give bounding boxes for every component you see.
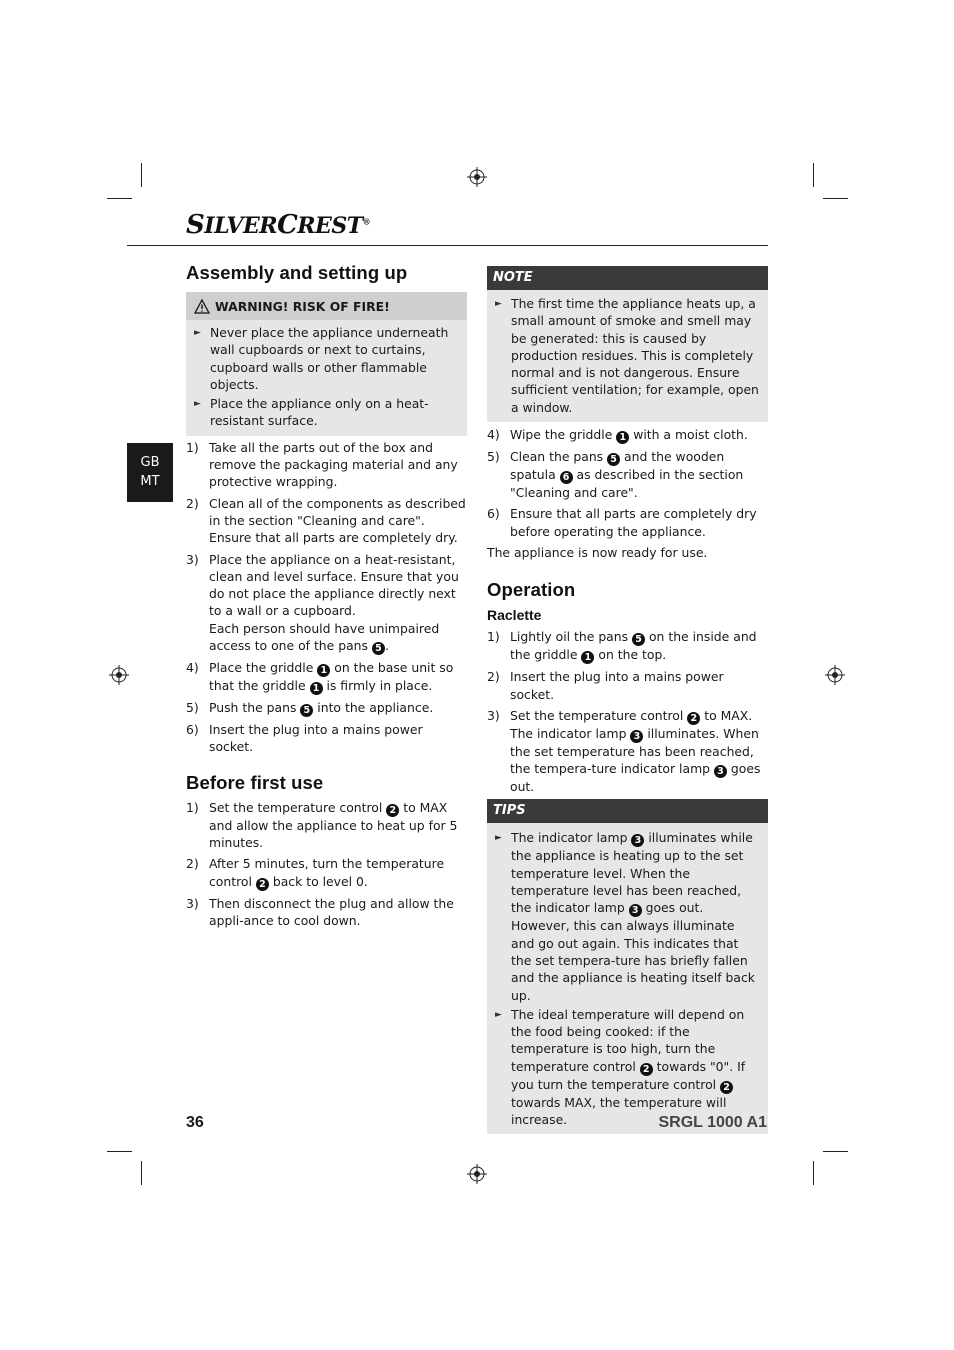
component-number-badge: 2 bbox=[386, 804, 399, 817]
component-number-badge: 5 bbox=[300, 704, 313, 717]
section-title-operation: Operation bbox=[487, 579, 576, 601]
note-header: NOTE bbox=[487, 266, 768, 290]
component-number-badge: 5 bbox=[607, 453, 620, 466]
list-item: ► Place the appliance only on a heat-resistant surface. bbox=[194, 396, 429, 429]
list-item: 5) Push the pans 5 into the appliance. bbox=[186, 700, 434, 717]
crop-mark bbox=[107, 198, 132, 199]
list-item: ► Never place the appliance underneath wall cupboards or next to curtains, cupboard walls or other flammable objects. bbox=[194, 325, 449, 392]
left-column bbox=[186, 262, 467, 933]
list-item: ► The first time the appliance heats up, a small amount of smoke and smell may be generated: this is caused by production residues. This is completely normal and is not dangerous. Ensure sufficient ventilation; for example, open a window. bbox=[495, 296, 759, 415]
bullet-arrow-icon: ► bbox=[194, 328, 201, 338]
operation-steps bbox=[487, 628, 768, 795]
crop-mark bbox=[823, 198, 848, 199]
list-item: 1) Lightly oil the pans 5 on the inside and the griddle 1 on the top. bbox=[487, 629, 757, 664]
crop-mark bbox=[813, 163, 814, 187]
registration-mark-icon bbox=[467, 167, 487, 187]
section-title-before-first-use: Before first use bbox=[186, 771, 324, 793]
list-item: ► The ideal temperature will depend on the food being cooked: if the temperature is too high, turn the temperature control 2 towards "0". If you turn the temperature control 2 towards MAX, the temperature will increase. bbox=[495, 1006, 746, 1128]
component-number-badge: 1 bbox=[616, 431, 629, 444]
component-number-badge: 5 bbox=[372, 642, 385, 655]
crop-mark bbox=[107, 1151, 132, 1152]
warning-box bbox=[186, 292, 467, 436]
tips-box bbox=[487, 823, 768, 1134]
component-number-badge: 3 bbox=[631, 834, 644, 847]
component-number-badge: 1 bbox=[581, 651, 594, 664]
crop-mark bbox=[141, 1161, 142, 1185]
list-item: ► The indicator lamp 3 illuminates while the appliance is heating up to the set temperature level. When the temperature level has been reached, the indicator lamp 3 goes out. However, this can always illuminate and go out again. This indicates that the set tempera-ture has briefly fallen and the appliance is heating itself back up. bbox=[495, 830, 755, 1003]
list-item: 4) Wipe the griddle 1 with a moist cloth. bbox=[487, 427, 748, 444]
language-code: MT bbox=[140, 474, 160, 489]
note-box bbox=[487, 290, 768, 422]
crop-mark bbox=[141, 163, 142, 187]
registration-mark-icon bbox=[467, 1164, 487, 1184]
continued-steps bbox=[487, 426, 768, 540]
page-number: 36 bbox=[186, 1114, 204, 1131]
list-item: 3) Set the temperature control 2 to MAX. The indicator lamp 3 illuminates. When the set temperature has been reached, the tempera-ture indicator lamp 3 goes out. bbox=[487, 707, 761, 795]
component-number-badge: 2 bbox=[256, 878, 269, 891]
list-item: 3) Place the appliance on a heat-resistant, clean and level surface. Ensure that you do not place the appliance directly next to a wall or a cupboard. Each person should have unimpaired access to one of the pans 5 . bbox=[186, 551, 459, 655]
header-rule bbox=[127, 245, 768, 246]
component-number-badge: 2 bbox=[687, 712, 700, 725]
registration-mark-icon bbox=[825, 665, 845, 685]
crop-mark bbox=[823, 1151, 848, 1152]
model-number: SRGL 1000 A1 bbox=[658, 1114, 767, 1131]
component-number-badge: 1 bbox=[317, 664, 330, 677]
list-item: 4) Place the griddle 1 on the base unit so that the griddle 1 is firmly in place. bbox=[186, 660, 454, 695]
bullet-arrow-icon: ► bbox=[495, 299, 502, 309]
registration-mark-icon bbox=[109, 665, 129, 685]
list-item: 1) Take all the parts out of the box and remove the packaging material and any protective wrapping. bbox=[186, 439, 458, 490]
list-item: 6) Ensure that all parts are completely dry before operating the appliance. bbox=[487, 506, 757, 539]
bullet-arrow-icon: ► bbox=[495, 833, 502, 844]
before-first-use-steps bbox=[186, 799, 467, 929]
ready-text: The appliance is now ready for use. bbox=[487, 544, 708, 560]
list-item: 1) Set the temperature control 2 to MAX and allow the appliance to heat up for 5 minutes. bbox=[186, 799, 458, 850]
warning-title: WARNING! RISK OF FIRE! bbox=[215, 298, 390, 314]
warning-triangle-icon bbox=[194, 299, 210, 314]
language-code: GB bbox=[140, 455, 160, 470]
bullet-arrow-icon: ► bbox=[495, 1009, 502, 1020]
subsection-title-raclette: Raclette bbox=[487, 607, 542, 624]
section-title-assembly: Assembly and setting up bbox=[186, 262, 408, 283]
warning-header bbox=[186, 292, 467, 320]
list-item: 5) Clean the pans 5 and the wooden spatula 6 as described in the section "Cleaning and care". bbox=[487, 449, 744, 501]
list-item: 6) Insert the plug into a mains power socket. bbox=[186, 722, 423, 755]
right-column bbox=[487, 266, 768, 1134]
component-number-badge: 3 bbox=[629, 904, 642, 917]
assembly-steps bbox=[186, 439, 467, 756]
component-number-badge: 5 bbox=[632, 633, 645, 646]
component-number-badge: 6 bbox=[560, 471, 573, 484]
language-tab bbox=[127, 443, 173, 502]
crop-mark bbox=[813, 1161, 814, 1185]
component-number-badge: 3 bbox=[714, 765, 727, 778]
list-item: 2) Insert the plug into a mains power socket. bbox=[487, 669, 724, 702]
component-number-badge: 1 bbox=[310, 682, 323, 695]
bullet-arrow-icon: ► bbox=[194, 399, 201, 410]
component-number-badge: 2 bbox=[720, 1081, 733, 1094]
component-number-badge: 2 bbox=[640, 1063, 653, 1076]
list-item: 2) Clean all of the components as described in the section "Cleaning and care". Ensure that all parts are completely dry. bbox=[186, 495, 466, 546]
list-item: 2) After 5 minutes, turn the temperature control 2 back to level 0. bbox=[186, 856, 445, 890]
tips-header: TIPS bbox=[487, 799, 768, 823]
component-number-badge: 3 bbox=[630, 730, 643, 743]
list-item: 3) Then disconnect the plug and allow the appli-ance to cool down. bbox=[186, 895, 454, 928]
brand-logo: SILVERCREST® bbox=[186, 210, 371, 240]
